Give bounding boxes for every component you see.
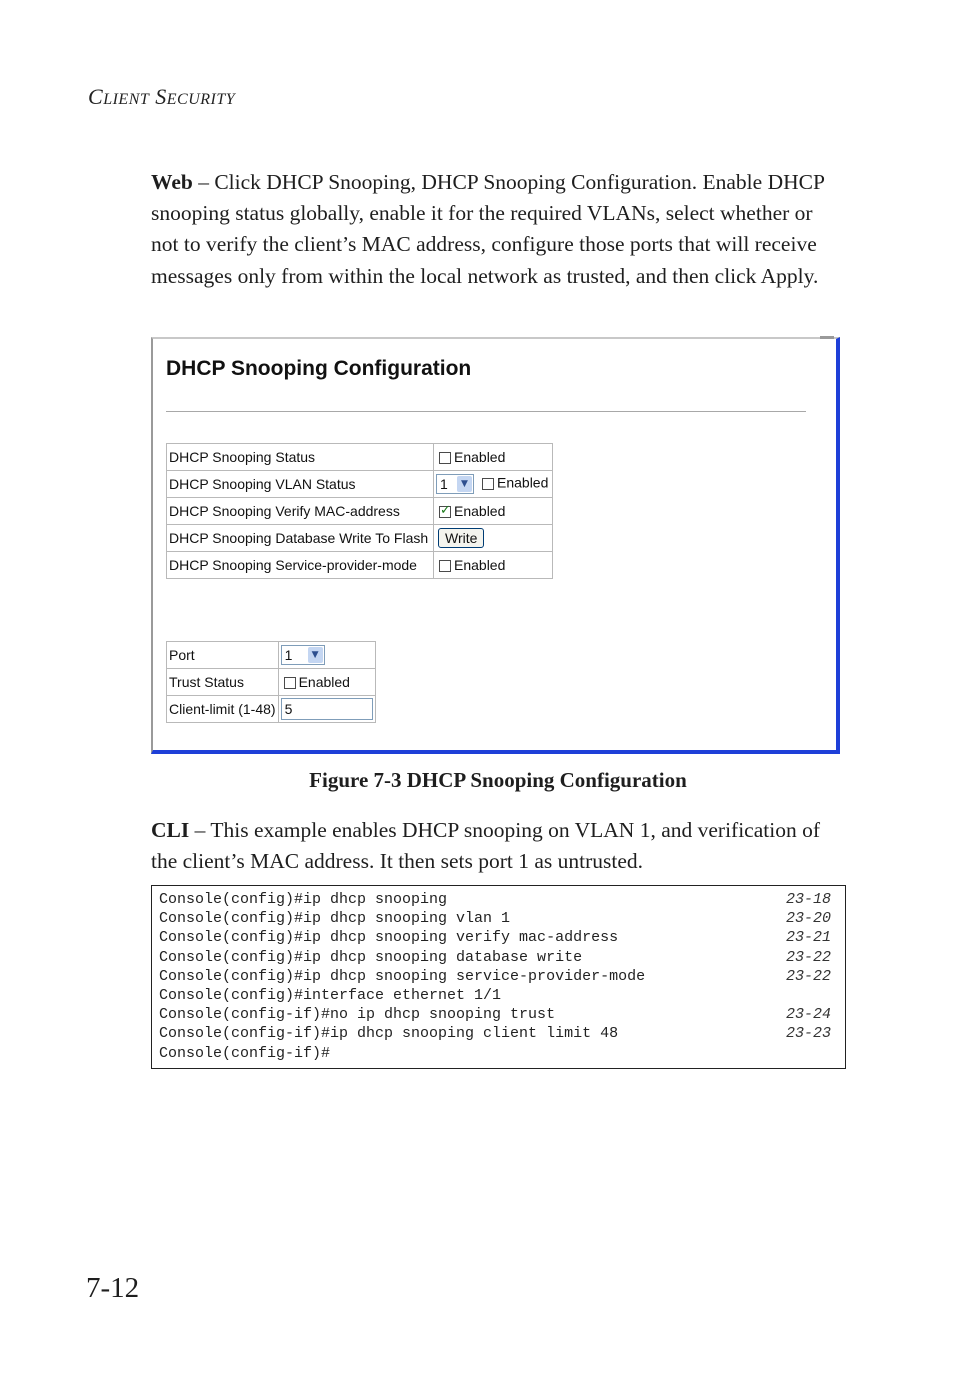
- window-corner: [820, 336, 834, 339]
- code-line: [159, 1024, 831, 1043]
- code-line: [159, 967, 831, 986]
- page-title: DHCP Snooping Configuration: [166, 357, 472, 380]
- code-command: Console(config)#ip dhcp snooping verify mac-address: [159, 929, 619, 947]
- code-line: [159, 928, 831, 947]
- port-cell: [278, 642, 375, 669]
- global-settings-table: [166, 443, 553, 579]
- cli-text: – This example enables DHCP snooping on VLAN 1, and verification of the client’s MAC address. It then sets port 1 as untrusted.: [151, 818, 820, 874]
- code-line: [159, 890, 831, 909]
- code-command: Console(config)#interface ethernet 1/1: [159, 987, 502, 1005]
- code-command: Console(config)#ip dhcp snooping: [159, 891, 448, 908]
- vlan-status-cell: [434, 471, 553, 498]
- running-head-s: S: [155, 84, 167, 109]
- write-button[interactable]: Write: [438, 528, 484, 548]
- status-enabled-checkbox[interactable]: [439, 452, 451, 464]
- code-command: Console(config-if)#ip dhcp snooping client limit 48: [159, 1025, 619, 1043]
- web-label: Web: [151, 170, 193, 194]
- code-line: [159, 909, 831, 928]
- running-head-lient: LIENT: [103, 91, 150, 108]
- status-label: DHCP Snooping Status: [167, 444, 434, 471]
- dhcp-snooping-screenshot: [151, 337, 840, 754]
- cli-description: [151, 815, 841, 877]
- code-command: Console(config)#ip dhcp snooping service-provider-mode: [159, 967, 646, 985]
- table-row: [167, 498, 553, 525]
- code-line: [159, 948, 831, 967]
- verify-mac-enabled-checkbox[interactable]: [439, 506, 451, 518]
- service-provider-enabled-checkbox[interactable]: [439, 560, 451, 572]
- chevron-down-icon[interactable]: ▼: [308, 647, 323, 663]
- code-command: Console(config)#ip dhcp snooping database write: [159, 948, 583, 966]
- trust-enabled-label: Enabled: [298, 674, 350, 690]
- client-limit-input[interactable]: 5: [281, 698, 373, 720]
- db-write-cell: [434, 525, 553, 552]
- cli-label: CLI: [151, 818, 190, 842]
- table-row: [167, 471, 553, 498]
- port-settings-table: [166, 641, 376, 723]
- running-head-ecurity: ECURITY: [166, 91, 236, 108]
- vlan-enabled-checkbox[interactable]: [482, 478, 494, 490]
- code-ref: 23-22: [785, 948, 831, 966]
- code-command: Console(config)#ip dhcp snooping vlan 1: [159, 910, 511, 928]
- status-enabled-label: Enabled: [454, 449, 506, 465]
- cli-code-block: [151, 885, 846, 1069]
- trust-status-cell: [278, 669, 375, 696]
- web-text: – Click DHCP Snooping, DHCP Snooping Configuration. Enable DHCP snooping status globally, enable it for the required VLANs, select whether or not to verify the client’s MAC address, configure those ports that will receive messages only from within the local network as trusted, and then click Apply.: [151, 170, 825, 288]
- web-instructions: [151, 167, 841, 292]
- db-write-label: DHCP Snooping Database Write To Flash: [167, 525, 434, 552]
- table-row: [167, 444, 553, 471]
- title-divider: [166, 411, 806, 412]
- vlan-status-label: DHCP Snooping VLAN Status: [167, 471, 434, 498]
- code-ref: 23-24: [785, 1006, 831, 1024]
- verify-mac-label: DHCP Snooping Verify MAC-address: [167, 498, 434, 525]
- code-ref: 23-18: [785, 891, 831, 908]
- trust-status-label: Trust Status: [167, 669, 279, 696]
- client-limit-cell: [278, 696, 375, 723]
- table-row: [167, 642, 376, 669]
- code-line: [159, 1044, 831, 1063]
- port-label: Port: [167, 642, 279, 669]
- chevron-down-icon[interactable]: ▼: [457, 476, 472, 492]
- client-limit-label: Client-limit (1-48): [167, 696, 279, 723]
- running-head-c: C: [88, 84, 104, 109]
- verify-mac-cell: [434, 498, 553, 525]
- port-select-value: 1: [284, 647, 293, 663]
- code-ref: 23-23: [785, 1025, 831, 1043]
- code-line: [159, 986, 831, 1005]
- vlan-select[interactable]: [436, 474, 474, 494]
- code-command: Console(config-if)#: [159, 1044, 331, 1062]
- service-provider-enabled-label: Enabled: [454, 557, 506, 573]
- status-cell: [434, 444, 553, 471]
- table-row: [167, 552, 553, 579]
- code-ref: 23-22: [785, 967, 831, 985]
- table-row: [167, 669, 376, 696]
- figure-caption: Figure 7-3 DHCP Snooping Configuration: [309, 768, 687, 792]
- trust-enabled-checkbox[interactable]: [284, 677, 296, 689]
- vlan-select-value: 1: [440, 476, 448, 492]
- code-line: [159, 1005, 831, 1024]
- service-provider-label: DHCP Snooping Service-provider-mode: [167, 552, 434, 579]
- table-row: [167, 696, 376, 723]
- page-number: 7-12: [86, 1272, 140, 1304]
- running-head: [88, 84, 235, 110]
- port-select[interactable]: [281, 645, 325, 665]
- vlan-enabled-label: Enabled: [497, 474, 549, 491]
- code-command: Console(config-if)#no ip dhcp snooping trust: [159, 1006, 556, 1024]
- table-row: [167, 525, 553, 552]
- verify-mac-enabled-label: Enabled: [454, 503, 506, 519]
- code-ref: 23-20: [785, 910, 831, 928]
- service-provider-cell: [434, 552, 553, 579]
- code-ref: 23-21: [785, 929, 831, 947]
